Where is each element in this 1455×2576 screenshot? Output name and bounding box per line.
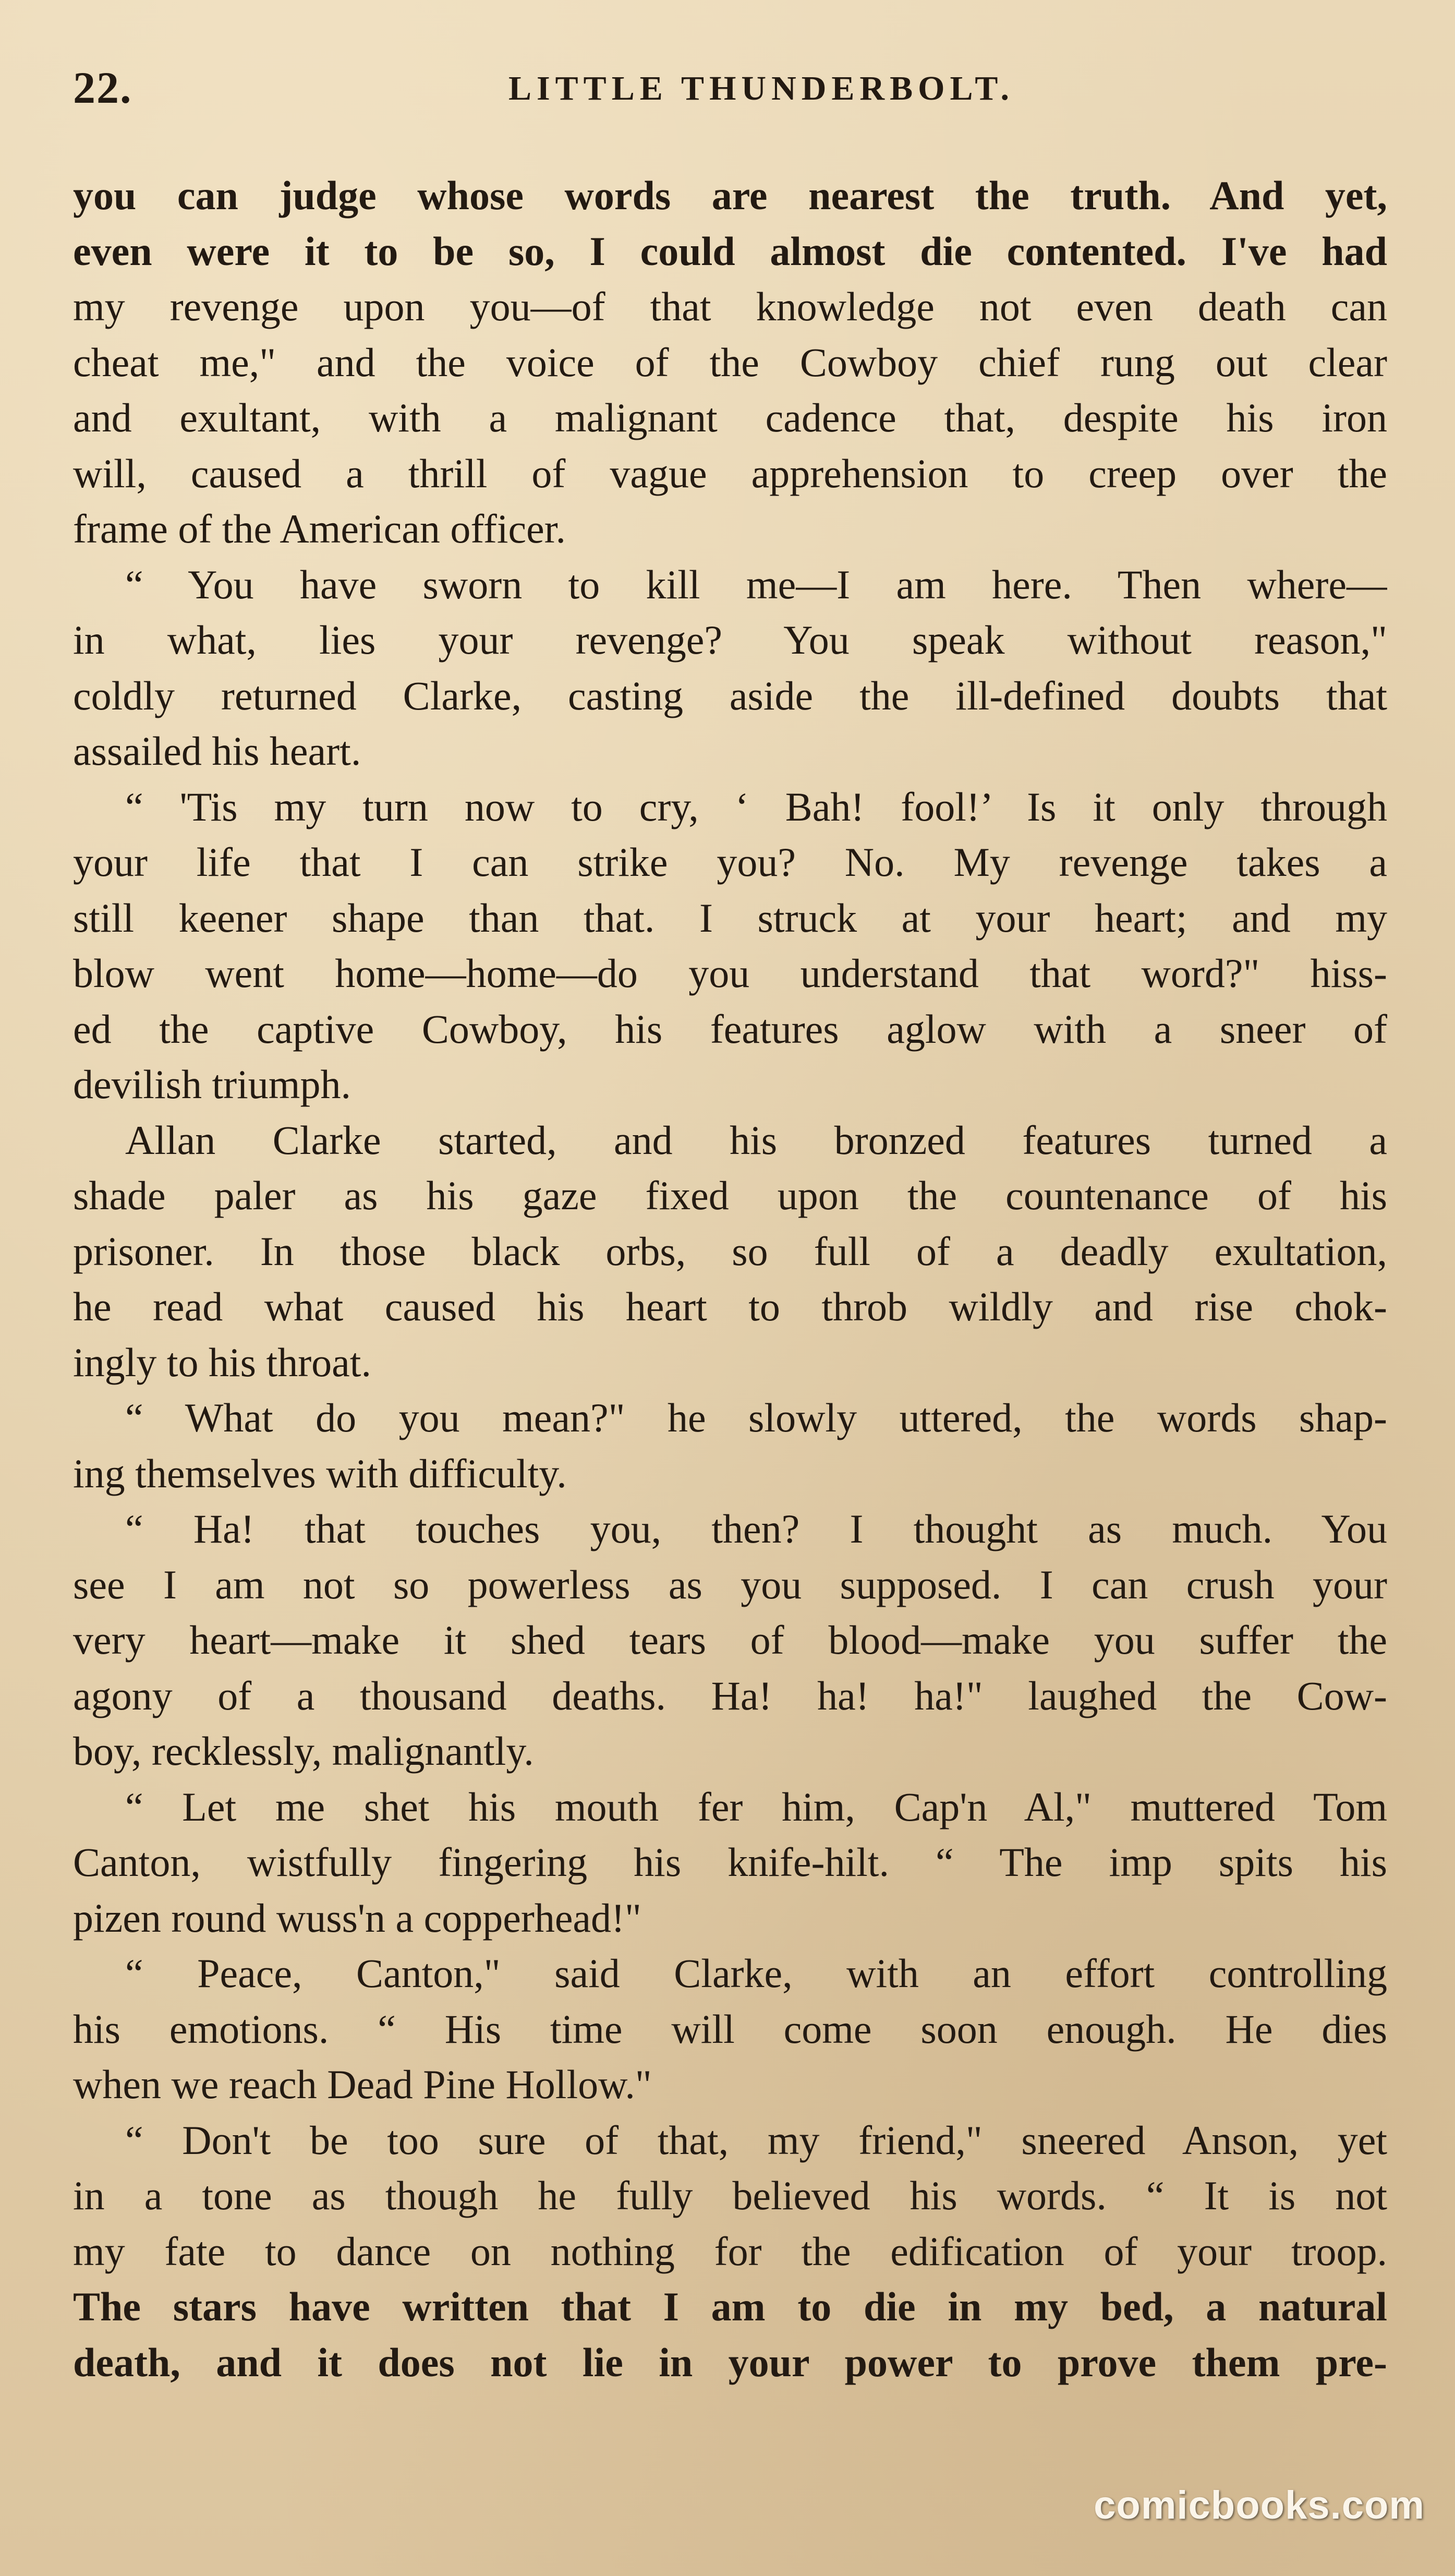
text-line: “ Ha! that touches you, then? I thought as much. You [125, 1506, 1387, 1551]
text-line: agony of a thousand deaths. Ha! ha! ha!" laughed the Cow- [73, 1672, 1387, 1718]
text-line: still keener shape than that. I struck at your heart; and my [73, 895, 1387, 941]
text-line: The stars have written that I am to die in my bed, a natural [73, 2284, 1387, 2329]
text-line: he read what caused his heart to throb wildly and rise chok- [73, 1284, 1387, 1329]
text-line: shade paler as his gaze fixed upon the countenance of his [73, 1173, 1387, 1218]
text-line: “ 'Tis my turn now to cry, ‘ Bah! fool!’ Is it only through [125, 784, 1387, 829]
text-line: see I am not so powerless as you supposed. I can crush your [73, 1561, 1387, 1607]
text-line: your life that I can strike you? No. My revenge takes a [73, 839, 1387, 885]
text-line: death, and it does not lie in your power to prove them pre- [73, 2339, 1387, 2385]
text-line: you can judge whose words are nearest the truth. And yet, [73, 173, 1387, 218]
page-number: 22. [73, 63, 132, 113]
text-line: prisoner. In those black orbs, so full of a deadly exultation, [73, 1228, 1387, 1274]
text-line: blow went home—home—do you understand that word?" hiss- [73, 950, 1387, 996]
text-line: when we reach Dead Pine Hollow." [73, 2062, 652, 2107]
text-line: “ You have sworn to kill me—I am here. Then where— [125, 561, 1387, 607]
text-line: his emotions. “ His time will come soon enough. He dies [73, 2006, 1387, 2052]
text-line: cheat me," and the voice of the Cowboy chief rung out clear [73, 339, 1387, 385]
text-line: in a tone as though he fully believed his words. “ It is not [73, 2173, 1387, 2218]
text-line: frame of the American officer. [73, 506, 566, 551]
text-line: will, caused a thrill of vague apprehension to creep over the [73, 450, 1387, 496]
text-line: ingly to his throat. [73, 1339, 371, 1385]
text-line: boy, recklessly, malignantly. [73, 1728, 534, 1774]
text-line: my fate to dance on nothing for the edification of your troop. [73, 2228, 1387, 2274]
text-line: Canton, wistfully fingering his knife-hilt. “ The imp spits his [73, 1839, 1387, 1885]
text-line: “ Let me shet his mouth fer him, Cap'n Al," muttered Tom [125, 1784, 1387, 1829]
text-line: “ Don't be too sure of that, my friend," sneered Anson, yet [125, 2117, 1387, 2163]
text-line: and exultant, with a malignant cadence that, despite his iron [73, 395, 1387, 440]
running-title: LITTLE THUNDERBOLT. [508, 69, 1015, 107]
running-head [73, 62, 1387, 129]
text-line: coldly returned Clarke, casting aside the ill-defined doubts that [73, 672, 1387, 718]
text-line: ing themselves with difficulty. [73, 1450, 567, 1496]
text-line: “ What do you mean?" he slowly uttered, the words shap- [125, 1395, 1387, 1440]
text-line: “ Peace, Canton," said Clarke, with an effort controlling [125, 1951, 1387, 1996]
text-line: assailed his heart. [73, 728, 361, 774]
text-line: very heart—make it shed tears of blood—make you suffer the [73, 1617, 1387, 1663]
text-line: Allan Clarke started, and his bronzed features turned a [125, 1117, 1387, 1163]
text-line: even were it to be so, I could almost die contented. I've had [73, 228, 1387, 274]
watermark: comicbooks.com [1094, 2483, 1425, 2527]
body-text [73, 168, 1387, 2390]
text-line: pizen round wuss'n a copperhead!" [73, 1895, 641, 1941]
text-line: in what, lies your revenge? You speak without reason," [73, 617, 1387, 663]
text-line: devilish triumph. [73, 1062, 351, 1107]
text-line: my revenge upon you—of that knowledge not even death can [73, 284, 1387, 329]
text-line: ed the captive Cowboy, his features aglow with a sneer of [73, 1006, 1387, 1052]
